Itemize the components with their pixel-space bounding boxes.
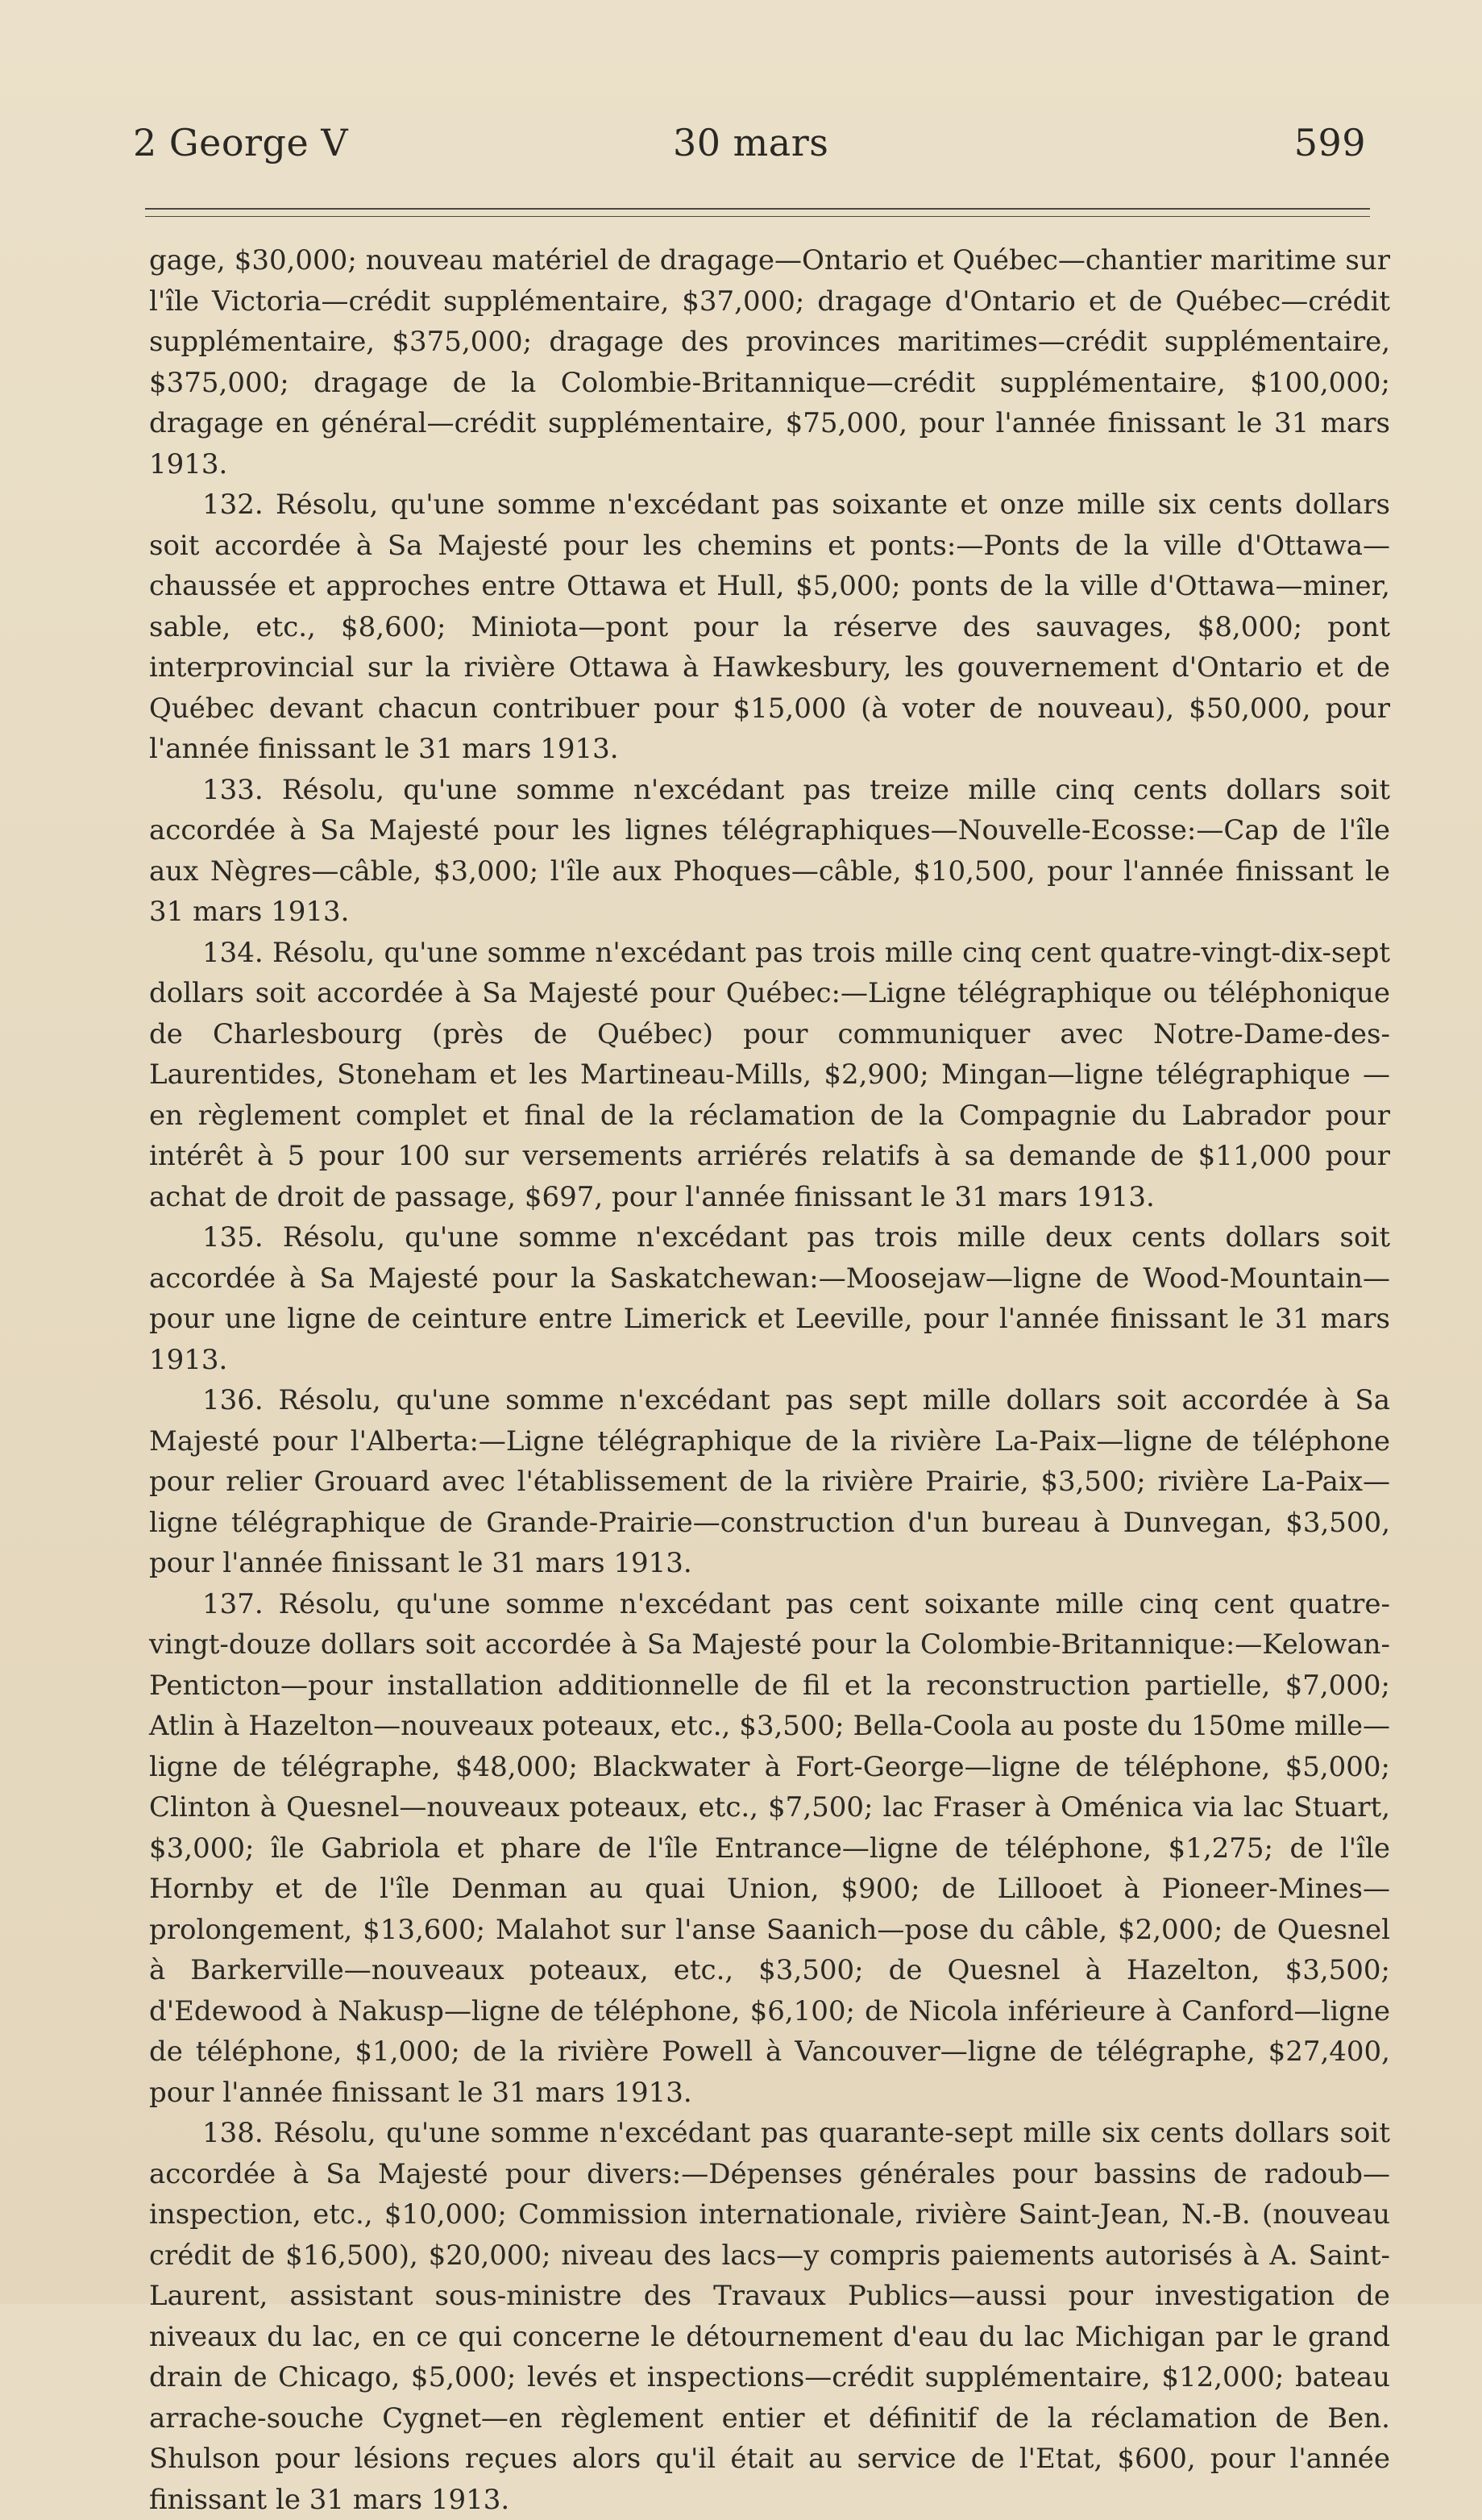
body-text: [149, 240, 1390, 2520]
resolution-136: 136. Résolu, qu'une somme n'excédant pas sept mille dollars soit accordée à Sa Majesté pour l'Alberta:—Ligne télégraphique de la rivière La-Paix—ligne de téléphone pour relier Grouard avec l'établissement de la rivière Prairie, $3,500; rivière La-Paix—ligne télégraphique de Grande-Prairie—construction d'un bureau à Dunvegan, $3,500, pour l'année finissant le 31 mars 1913.: [149, 1384, 1390, 1579]
resolution-137: 137. Résolu, qu'une somme n'excédant pas cent soixante mille cinq cent quatre-vingt-douze dollars soit accordée à Sa Majesté pour la Colombie-Britannique:—Kelowan-Penticton—pour installation additionnelle de fil et la reconstruction partielle, $7,000; Atlin à Hazelton—nouveaux poteaux, etc., $3,500; Bella-Coola au poste du 150me mille—ligne de télégraphe, $48,000; Blackwater à Fort-George—ligne de téléphone, $5,000; Clinton à Quesnel—nouveaux poteaux, etc., $7,500; lac Fraser à Oménica via lac Stuart, $3,000; île Gabriola et phare de l'île Entrance—ligne de téléphone, $1,275; de l'île Hornby et de l'île Denman au quai Union, $900; de Lillooet à Pioneer-Mines—prolongement, $13,600; Malahot sur l'anse Saanich—pose du câble, $2,000; de Quesnel à Barkerville—nouveaux poteaux, etc., $3,500; de Quesnel à Hazelton, $3,500; d'Edewood à Nakusp—ligne de téléphone, $6,100; de Nicola inférieure à Canford—ligne de téléphone, $1,000; de la rivière Powell à Vancouver—ligne de télégraphe, $27,400, pour l'année finissant le 31 mars 1913.: [149, 1587, 1390, 2109]
page-number: 599: [1293, 121, 1366, 164]
header-regnal-year: 2 George V: [133, 121, 349, 164]
paragraph-continuation: gage, $30,000; nouveau matériel de dragage—Ontario et Québec—chantier maritime sur l'île Victoria—crédit supplémentaire, $37,000; dragage d'Ontario et de Québec—crédit supplémentaire, $375,000; dragage des provinces maritimes—crédit supplémentaire, $375,000; dragage de la Colombie-Britannique—crédit supplémentaire, $100,000; dragage en général—crédit supplémentaire, $75,000, pour l'année finissant le 31 mars 1913.: [149, 244, 1390, 480]
page-header: [133, 121, 1366, 177]
header-date: 30 mars: [673, 121, 829, 164]
resolution-135: 135. Résolu, qu'une somme n'excédant pas trois mille deux cents dollars soit accordée à Sa Majesté pour la Saskatchewan:—Moosejaw—ligne de Wood-Mountain—pour une ligne de ceinture entre Limerick et Leeville, pour l'année finissant le 31 mars 1913.: [149, 1221, 1390, 1376]
resolution-134: 134. Résolu, qu'une somme n'excédant pas trois mille cinq cent quatre-vingt-dix-sept dollars soit accordée à Sa Majesté pour Québec:—Ligne télégraphique ou téléphonique de Charlesbourg (près de Québec) pour communiquer avec Notre-Dame-des-Laurentides, Stoneham et les Martineau-Mills, $2,900; Mingan—ligne télégraphique —en règlement complet et final de la réclamation de la Compagnie du Labrador pour intérêt à 5 pour 100 sur versements arriérés relatifs à sa demande de $11,000 pour achat de droit de passage, $697, pour l'année finissant le 31 mars 1913.: [149, 936, 1390, 1213]
header-rule-thin: [145, 216, 1370, 217]
resolution-132: 132. Résolu, qu'une somme n'excédant pas soixante et onze mille six cents dollars soit accordée à Sa Majesté pour les chemins et ponts:—Ponts de la ville d'Ottawa—chaussée et approches entre Ottawa et Hull, $5,000; ponts de la ville d'Ottawa—miner, sable, etc., $8,600; Miniota—pont pour la réserve des sauvages, $8,000; pont interprovincial sur la rivière Ottawa à Hawkesbury, les gouvernement d'Ontario et de Québec devant chacun contribuer pour $15,000 (à voter de nouveau), $50,000, pour l'année finissant le 31 mars 1913.: [149, 489, 1390, 765]
resolution-133: 133. Résolu, qu'une somme n'excédant pas treize mille cinq cents dollars soit accordée à Sa Majesté pour les lignes télégraphiques—Nouvelle-Ecosse:—Cap de l'île aux Nègres—câble, $3,000; l'île aux Phoques—câble, $10,500, pour l'année finissant le 31 mars 1913.: [149, 773, 1390, 928]
resolution-138: 138. Résolu, qu'une somme n'excédant pas quarante-sept mille six cents dollars soit accordée à Sa Majesté pour divers:—Dépenses générales pour bassins de radoub—inspection, etc., $10,000; Commission internationale, rivière Saint-Jean, N.-B. (nouveau crédit de $16,500), $20,000; niveau des lacs—y compris paiements autorisés à A. Saint-Laurent, assistant sous-ministre des Travaux Publics—aussi pour investigation de niveaux du lac, en ce qui concerne le détournement d'eau du lac Michigan par le grand drain de Chicago, $5,000; levés et inspections—crédit supplémentaire, $12,000; bateau arrache-souche Cygnet—en règlement entier et définitif de la réclamation de Ben. Shulson pour lésions reçues alors qu'il était au service de l'Etat, $600, pour l'année finissant le 31 mars 1913.: [149, 2117, 1390, 2516]
header-rule-thick: [145, 208, 1370, 210]
